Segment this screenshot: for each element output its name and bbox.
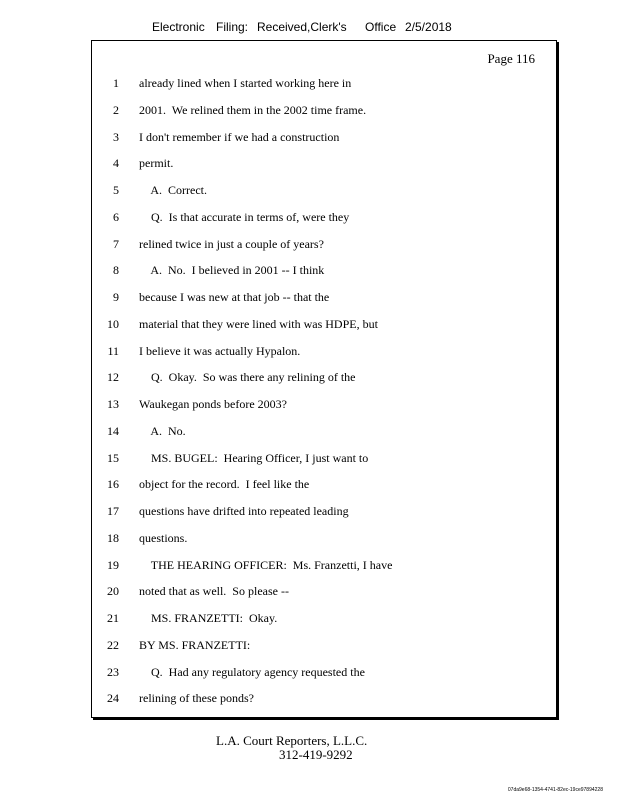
transcript-line <box>92 422 556 440</box>
line-text: because I was new at that job -- that the <box>139 290 330 304</box>
line-text: permit. <box>139 156 174 171</box>
transcript-line <box>92 529 556 547</box>
line-number: 24 <box>107 691 119 706</box>
filing-header-word-office: Office <box>365 20 397 34</box>
line-text: material that they were lined with was HDPE, but <box>139 316 378 331</box>
transcript-line <box>92 154 556 172</box>
filing-header-word-received: Received,Clerk's <box>257 20 347 34</box>
line-text: I don't remember if we had a construction <box>139 129 340 144</box>
line-text: A. Correct. <box>139 183 207 197</box>
transcript-line <box>92 609 556 627</box>
filing-header <box>0 20 618 36</box>
transcript-page <box>91 40 557 718</box>
line-text: relined twice in just a couple of years? <box>139 236 324 251</box>
transcript-line <box>92 288 556 306</box>
line-number: 20 <box>107 584 119 599</box>
line-number: 9 <box>113 290 119 304</box>
line-number: 13 <box>107 397 119 411</box>
line-number: 14 <box>107 423 119 438</box>
filing-header-word-electronic: Electronic <box>152 20 205 34</box>
line-text: MS. BUGEL: Hearing Officer, I just want to <box>139 450 369 465</box>
line-number: 11 <box>107 343 119 358</box>
line-text: noted that as well. So please -- <box>139 584 289 599</box>
transcript-line <box>92 502 556 520</box>
line-text: THE HEARING OFFICER: Ms. Franzetti, I have <box>139 557 393 572</box>
line-number: 5 <box>113 183 119 197</box>
transcript-line <box>92 556 556 574</box>
line-number: 21 <box>107 611 119 625</box>
line-text: Q. Okay. So was there any relining of the <box>139 370 356 385</box>
line-text: A. No. I believed in 2001 -- I think <box>139 263 325 278</box>
line-text: already lined when I started working here in <box>139 76 352 90</box>
transcript-line <box>92 315 556 333</box>
line-number: 19 <box>107 557 119 572</box>
line-text: MS. FRANZETTI: Okay. <box>139 611 278 625</box>
filing-header-date: 2/5/2018 <box>405 20 452 34</box>
line-text: A. No. <box>139 423 186 438</box>
transcript-line <box>92 101 556 119</box>
line-number: 1 <box>113 76 119 90</box>
line-number: 12 <box>107 370 119 385</box>
line-number: 18 <box>107 530 119 545</box>
transcript-line <box>92 181 556 199</box>
document-id: 07da9e68-1354-4741-82ec-19ce97894228 <box>507 787 603 793</box>
line-number: 22 <box>107 637 119 652</box>
line-number: 23 <box>107 664 119 679</box>
transcript-line <box>92 342 556 360</box>
line-text: BY MS. FRANZETTI: <box>139 637 251 652</box>
line-text: questions have drifted into repeated leading <box>139 504 349 518</box>
line-text: object for the record. I feel like the <box>139 477 310 492</box>
line-number: 2 <box>113 102 119 117</box>
line-number: 16 <box>107 477 119 492</box>
line-text: Q. Had any regulatory agency requested the <box>139 664 365 679</box>
transcript-line <box>92 261 556 279</box>
line-number: 4 <box>113 156 119 171</box>
transcript-line <box>92 128 556 146</box>
line-number: 15 <box>107 450 119 465</box>
transcript-line <box>92 208 556 226</box>
line-number: 8 <box>113 263 119 278</box>
line-text: 2001. We relined them in the 2002 time frame. <box>139 102 367 117</box>
line-text: Waukegan ponds before 2003? <box>139 397 287 411</box>
transcript-line <box>92 368 556 386</box>
transcript-line <box>92 74 556 92</box>
transcript-line <box>92 395 556 413</box>
line-number: 3 <box>113 129 119 144</box>
page-number: Page 116 <box>487 51 535 66</box>
line-text: questions. <box>139 530 188 545</box>
transcript-line <box>92 636 556 654</box>
line-number: 10 <box>107 316 119 331</box>
reporter-name: L.A. Court Reporters, L.L.C. <box>216 733 368 748</box>
transcript-line <box>92 475 556 493</box>
line-text: I believe it was actually Hypalon. <box>139 343 301 358</box>
line-number: 6 <box>113 209 119 224</box>
transcript-line <box>92 449 556 467</box>
line-number: 7 <box>113 236 119 251</box>
line-number: 17 <box>107 504 119 518</box>
line-text: Q. Is that accurate in terms of, were they <box>139 209 350 224</box>
transcript-line <box>92 582 556 600</box>
reporter-phone: 312-419-9292 <box>279 747 353 762</box>
transcript-line <box>92 235 556 253</box>
transcript-line <box>92 663 556 681</box>
filing-header-word-filing: Filing: <box>216 20 249 34</box>
line-text: relining of these ponds? <box>139 691 254 706</box>
transcript-line <box>92 689 556 707</box>
